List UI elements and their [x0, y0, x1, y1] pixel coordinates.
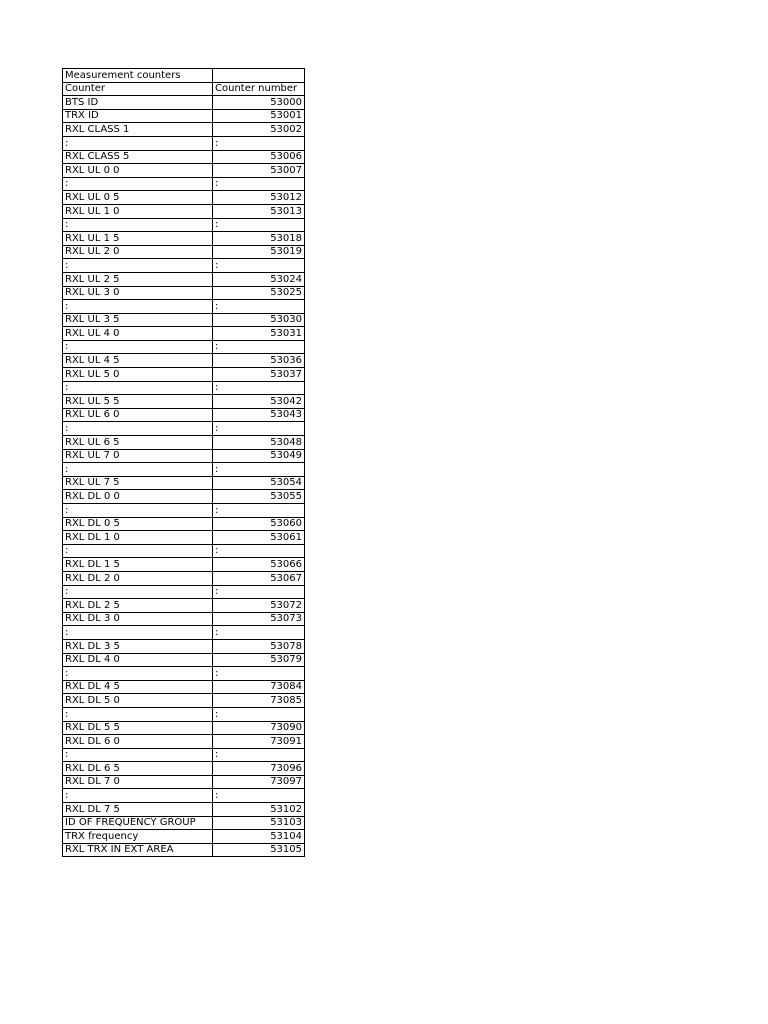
table-row [63, 843, 305, 857]
table-row [63, 707, 305, 721]
counter-name-cell[interactable]: RXL UL 4 5 [63, 354, 213, 368]
counter-name-cell[interactable]: RXL UL 0 0 [63, 164, 213, 178]
counter-name-cell[interactable]: : [63, 748, 213, 762]
counter-name-cell[interactable]: RXL DL 6 0 [63, 735, 213, 749]
counter-name-cell[interactable]: RXL DL 1 0 [63, 531, 213, 545]
counter-name-cell[interactable]: RXL UL 1 5 [63, 232, 213, 246]
counter-name-cell[interactable]: : [63, 626, 213, 640]
table-row [63, 354, 305, 368]
counter-number-cell[interactable]: 53031 [213, 327, 305, 341]
counter-name-cell[interactable]: : [63, 667, 213, 681]
counter-name-cell[interactable]: RXL DL 0 0 [63, 490, 213, 504]
counter-name-cell[interactable]: RXL UL 0 5 [63, 191, 213, 205]
measurement-counters-table [62, 68, 305, 857]
table-row [63, 96, 305, 110]
table-row [63, 789, 305, 803]
table-row [63, 721, 305, 735]
counter-name-cell[interactable]: RXL UL 3 0 [63, 286, 213, 300]
counter-name-cell[interactable]: TRX ID [63, 109, 213, 123]
table-row [63, 109, 305, 123]
counter-name-cell[interactable]: RXL UL 4 0 [63, 327, 213, 341]
table-row [63, 639, 305, 653]
counter-name-cell[interactable]: RXL DL 2 5 [63, 599, 213, 613]
counter-number-cell[interactable]: : [213, 544, 305, 558]
counter-name-cell[interactable]: BTS ID [63, 96, 213, 110]
counter-name-cell[interactable]: : [63, 300, 213, 314]
counter-number-cell[interactable]: : [213, 707, 305, 721]
counter-number-cell[interactable]: 53073 [213, 612, 305, 626]
counter-name-cell[interactable]: RXL DL 0 5 [63, 517, 213, 531]
counter-number-cell[interactable]: : [213, 626, 305, 640]
header-row [63, 82, 305, 96]
counter-number-cell[interactable]: : [213, 340, 305, 354]
table-row [63, 775, 305, 789]
counter-name-cell[interactable]: : [63, 463, 213, 477]
counter-number-cell[interactable]: 53007 [213, 164, 305, 178]
counter-name-cell[interactable]: : [63, 381, 213, 395]
counter-name-cell[interactable]: : [63, 136, 213, 150]
table-row [63, 599, 305, 613]
counter-number-cell[interactable]: : [213, 300, 305, 314]
table-row [63, 476, 305, 490]
counter-number-cell[interactable]: 53006 [213, 150, 305, 164]
table-row [63, 490, 305, 504]
counter-number-cell[interactable]: 53060 [213, 517, 305, 531]
table-row [63, 748, 305, 762]
counter-name-cell[interactable]: RXL DL 4 0 [63, 653, 213, 667]
table-row [63, 340, 305, 354]
counter-name-cell[interactable]: RXL DL 2 0 [63, 571, 213, 585]
table-row [63, 327, 305, 341]
table-row [63, 245, 305, 259]
counter-name-cell[interactable]: RXL UL 5 5 [63, 395, 213, 409]
table-row [63, 313, 305, 327]
counter-name-cell[interactable]: RXL DL 7 0 [63, 775, 213, 789]
counter-number-cell[interactable]: : [213, 218, 305, 232]
counter-number-cell[interactable]: : [213, 667, 305, 681]
counter-name-cell[interactable]: RXL DL 5 5 [63, 721, 213, 735]
counter-name-cell[interactable]: : [63, 544, 213, 558]
counter-name-cell[interactable]: : [63, 218, 213, 232]
counter-name-cell[interactable]: : [63, 177, 213, 191]
counter-number-cell[interactable]: 53024 [213, 272, 305, 286]
counter-number-cell[interactable]: : [213, 748, 305, 762]
counter-name-cell[interactable]: RXL DL 6 5 [63, 762, 213, 776]
table-title[interactable]: Measurement counters [63, 69, 213, 83]
table-row [63, 544, 305, 558]
counter-number-cell[interactable]: 53019 [213, 245, 305, 259]
counter-name-cell[interactable]: RXL UL 6 5 [63, 436, 213, 450]
counter-name-cell[interactable]: RXL UL 6 0 [63, 408, 213, 422]
table-row [63, 286, 305, 300]
counter-number-cell[interactable]: : [213, 789, 305, 803]
table-row [63, 259, 305, 273]
counter-name-cell[interactable]: RXL UL 2 5 [63, 272, 213, 286]
table-row [63, 150, 305, 164]
table-row [63, 517, 305, 531]
counter-name-cell[interactable]: RXL UL 7 5 [63, 476, 213, 490]
counter-name-cell[interactable]: RXL DL 5 0 [63, 694, 213, 708]
title-row [63, 69, 305, 83]
table-row [63, 762, 305, 776]
table-row [63, 680, 305, 694]
counter-number-cell[interactable]: : [213, 504, 305, 518]
counter-name-cell[interactable]: : [63, 789, 213, 803]
table-row [63, 123, 305, 137]
table-row [63, 272, 305, 286]
table-row [63, 667, 305, 681]
table-row [63, 585, 305, 599]
table-row [63, 816, 305, 830]
counter-number-cell[interactable]: 53067 [213, 571, 305, 585]
table-title-value[interactable] [213, 69, 305, 83]
table-row [63, 653, 305, 667]
counter-number-cell[interactable]: 73090 [213, 721, 305, 735]
counter-number-cell[interactable]: 53055 [213, 490, 305, 504]
table-row [63, 204, 305, 218]
counter-number-cell[interactable]: 53103 [213, 816, 305, 830]
counter-number-cell[interactable]: : [213, 136, 305, 150]
counter-name-cell[interactable]: : [63, 707, 213, 721]
table-row [63, 177, 305, 191]
table-row [63, 381, 305, 395]
counter-name-cell[interactable]: RXL UL 3 5 [63, 313, 213, 327]
counter-number-cell[interactable]: 53043 [213, 408, 305, 422]
counter-name-cell[interactable]: RXL CLASS 1 [63, 123, 213, 137]
counter-number-cell[interactable]: 53048 [213, 436, 305, 450]
counter-name-cell[interactable]: TRX frequency [63, 830, 213, 844]
table-row [63, 830, 305, 844]
counter-name-cell[interactable]: RXL DL 7 5 [63, 803, 213, 817]
counter-number-cell[interactable]: : [213, 422, 305, 436]
counter-number-cell[interactable]: 53079 [213, 653, 305, 667]
counter-number-cell[interactable]: 53072 [213, 599, 305, 613]
table-row [63, 395, 305, 409]
table-row [63, 803, 305, 817]
counter-number-cell[interactable]: : [213, 381, 305, 395]
table-row [63, 300, 305, 314]
table-row [63, 368, 305, 382]
counter-number-cell[interactable]: 53012 [213, 191, 305, 205]
table-row [63, 164, 305, 178]
counter-number-cell[interactable]: 53104 [213, 830, 305, 844]
counter-number-cell[interactable]: 53061 [213, 531, 305, 545]
counter-number-cell[interactable]: 53001 [213, 109, 305, 123]
table-row [63, 612, 305, 626]
counter-number-cell[interactable]: 53102 [213, 803, 305, 817]
counter-number-cell[interactable]: 53105 [213, 843, 305, 857]
table-row [63, 422, 305, 436]
counter-number-cell[interactable]: : [213, 585, 305, 599]
header-counter[interactable]: Counter [63, 82, 213, 96]
counter-number-cell[interactable]: 73097 [213, 775, 305, 789]
counter-name-cell[interactable]: RXL DL 4 5 [63, 680, 213, 694]
table-row [63, 694, 305, 708]
counter-name-cell[interactable]: : [63, 340, 213, 354]
counter-name-cell[interactable]: ID OF FREQUENCY GROUP [63, 816, 213, 830]
counter-number-cell[interactable]: 73096 [213, 762, 305, 776]
counter-name-cell[interactable]: RXL DL 3 0 [63, 612, 213, 626]
table-row [63, 558, 305, 572]
counter-number-cell[interactable]: 53049 [213, 449, 305, 463]
counter-number-cell[interactable]: : [213, 463, 305, 477]
counter-number-cell[interactable]: 53013 [213, 204, 305, 218]
counter-number-cell[interactable]: 73091 [213, 735, 305, 749]
table-row [63, 136, 305, 150]
counter-number-cell[interactable]: 53025 [213, 286, 305, 300]
table-row [63, 571, 305, 585]
counter-number-cell[interactable]: 53030 [213, 313, 305, 327]
counter-number-cell[interactable]: 53042 [213, 395, 305, 409]
counter-name-cell[interactable]: RXL UL 5 0 [63, 368, 213, 382]
counter-name-cell[interactable]: RXL DL 1 5 [63, 558, 213, 572]
counter-name-cell[interactable]: RXL UL 2 0 [63, 245, 213, 259]
table-row [63, 504, 305, 518]
table-row [63, 436, 305, 450]
counter-number-cell[interactable]: 53066 [213, 558, 305, 572]
counter-number-cell[interactable]: 73084 [213, 680, 305, 694]
counter-name-cell[interactable]: RXL DL 3 5 [63, 639, 213, 653]
counter-name-cell[interactable]: : [63, 422, 213, 436]
table-row [63, 463, 305, 477]
table-row [63, 232, 305, 246]
counter-number-cell[interactable]: 53037 [213, 368, 305, 382]
counter-name-cell[interactable]: RXL CLASS 5 [63, 150, 213, 164]
counter-number-cell[interactable]: 53018 [213, 232, 305, 246]
counter-number-cell[interactable]: 73085 [213, 694, 305, 708]
counter-name-cell[interactable]: RXL TRX IN EXT AREA [63, 843, 213, 857]
table-row [63, 191, 305, 205]
counter-number-cell[interactable]: 53054 [213, 476, 305, 490]
table-row [63, 735, 305, 749]
counter-name-cell[interactable]: RXL UL 1 0 [63, 204, 213, 218]
counter-name-cell[interactable]: RXL UL 7 0 [63, 449, 213, 463]
table-row [63, 218, 305, 232]
header-counter-number[interactable]: Counter number [213, 82, 305, 96]
counter-number-cell[interactable]: : [213, 177, 305, 191]
table-row [63, 626, 305, 640]
counter-number-cell[interactable]: 53078 [213, 639, 305, 653]
counter-number-cell[interactable]: 53002 [213, 123, 305, 137]
table-row [63, 449, 305, 463]
counter-number-cell[interactable]: 53036 [213, 354, 305, 368]
counter-name-cell[interactable]: : [63, 504, 213, 518]
counter-name-cell[interactable]: : [63, 585, 213, 599]
table-row [63, 531, 305, 545]
counter-name-cell[interactable]: : [63, 259, 213, 273]
spreadsheet [62, 68, 305, 857]
table-row [63, 408, 305, 422]
counter-number-cell[interactable]: 53000 [213, 96, 305, 110]
counter-number-cell[interactable]: : [213, 259, 305, 273]
